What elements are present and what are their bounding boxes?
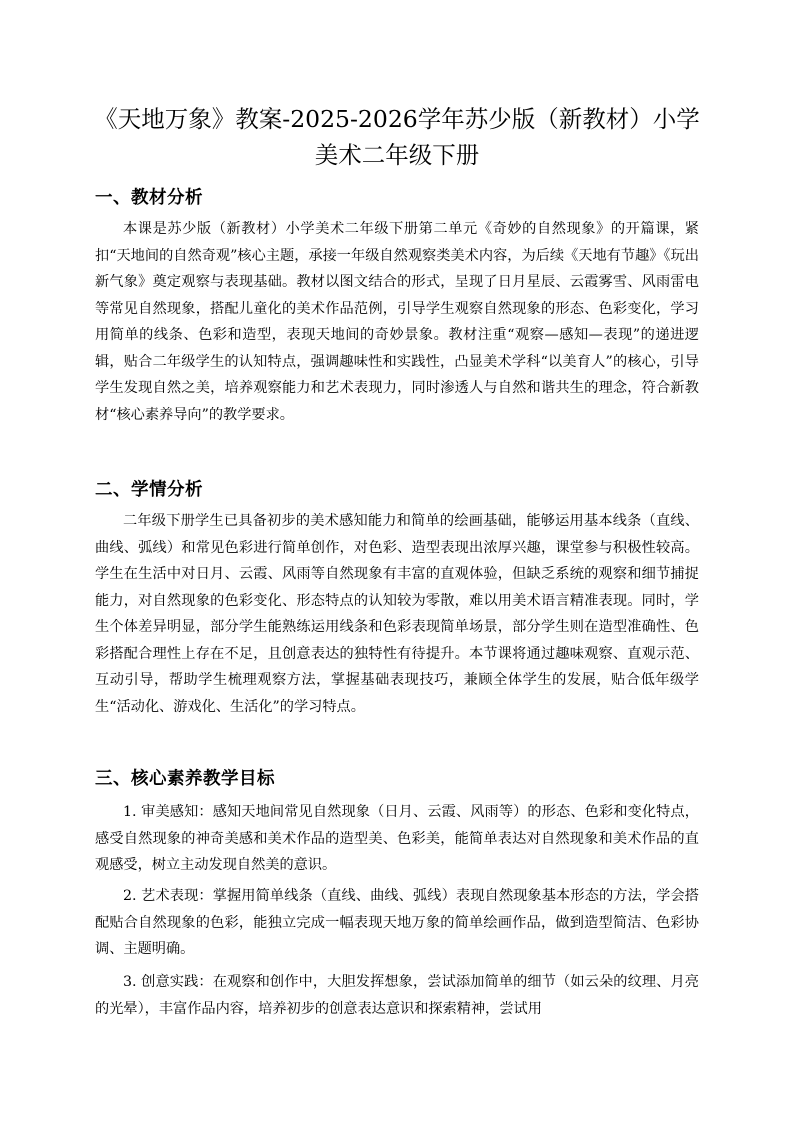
section-heading-textbook-analysis: 一、教材分析 (95, 188, 203, 208)
section-body-textbook-analysis: 本课是苏少版（新教材）小学美术二年级下册第二单元《奇妙的自然现象》的开篇课，紧扣“天地间的自然奇观”核心主题，承接一年级自然观察类美术内容，为后续《天地有节趣》《玩出新气象》奠定观察与表现基础。教材以图文结合的形式，呈现了日月星辰、云霞雾雪、风雨雷电等常见自然现象，搭配儿童化的美术作品范例，引导学生观察自然现象的形态、色彩变化，学习用简单的线条、色彩和造型，表现天地间的奇妙景象。教材注重“观察—感知—表现”的递进逻辑，贴合二年级学生的认知特点，强调趣味性和实践性，凸显美术学科“以美育人”的核心，引导学生发现自然之美，培养观察能力和艺术表现力，同时渗透人与自然和谐共生的理念，符合新教材“核心素养导向”的教学要求。 (95, 221, 699, 423)
section-heading-student-analysis: 二、学情分析 (95, 480, 203, 500)
goal-item-creative-practice: 3. 创意实践：在观察和创作中，大胆发挥想象，尝试添加简单的细节（如云朵的纹理、月亮的光晕），丰富作品内容，培养初步的创意表达意识和探索精神，尝试用 (95, 974, 699, 1017)
document-title-line-1: 《天地万象》教案-2025-2026学年苏少版（新教材）小学 (94, 105, 700, 133)
section-body-student-analysis: 二年级下册学生已具备初步的美术感知能力和简单的绘画基础，能够运用基本线条（直线、曲线、弧线）和常见色彩进行简单创作，对色彩、造型表现出浓厚兴趣，课堂参与积极性较高。学生在生活中对日月、云霞、风雨等自然现象有丰富的直观体验，但缺乏系统的观察和细节捕捉能力，对自然现象的色彩变化、形态特点的认知较为零散，难以用美术语言精准表现。同时，学生个体差异明显，部分学生能熟练运用线条和色彩表现简单场景，部分学生则在造型准确性、色彩搭配合理性上存在不足，且创意表达的独特性有待提升。本节课将通过趣味观察、直观示范、互动引导，帮助学生梳理观察方法，掌握基础表现技巧，兼顾全体学生的发展，贴合低年级学生“活动化、游戏化、生活化”的学习特点。 (95, 513, 699, 715)
section-heading-teaching-goals: 三、核心素养教学目标 (95, 769, 275, 789)
goal-item-aesthetic-perception: 1. 审美感知：感知天地间常见自然现象（日月、云霞、风雨等）的形态、色彩和变化特点，感受自然现象的神奇美感和美术作品的造型美、色彩美，能简单表达对自然现象和美术作品的直观感受，树立主动发现自然美的意识。 (95, 804, 699, 873)
goal-item-artistic-expression: 2. 艺术表现：掌握用简单线条（直线、曲线、弧线）表现自然现象基本形态的方法，学会搭配贴合自然现象的色彩，能独立完成一幅表现天地万象的简单绘画作品，做到造型简洁、色彩协调、主题明确。 (95, 888, 699, 957)
document-title-line-2: 美术二年级下册 (314, 141, 480, 169)
